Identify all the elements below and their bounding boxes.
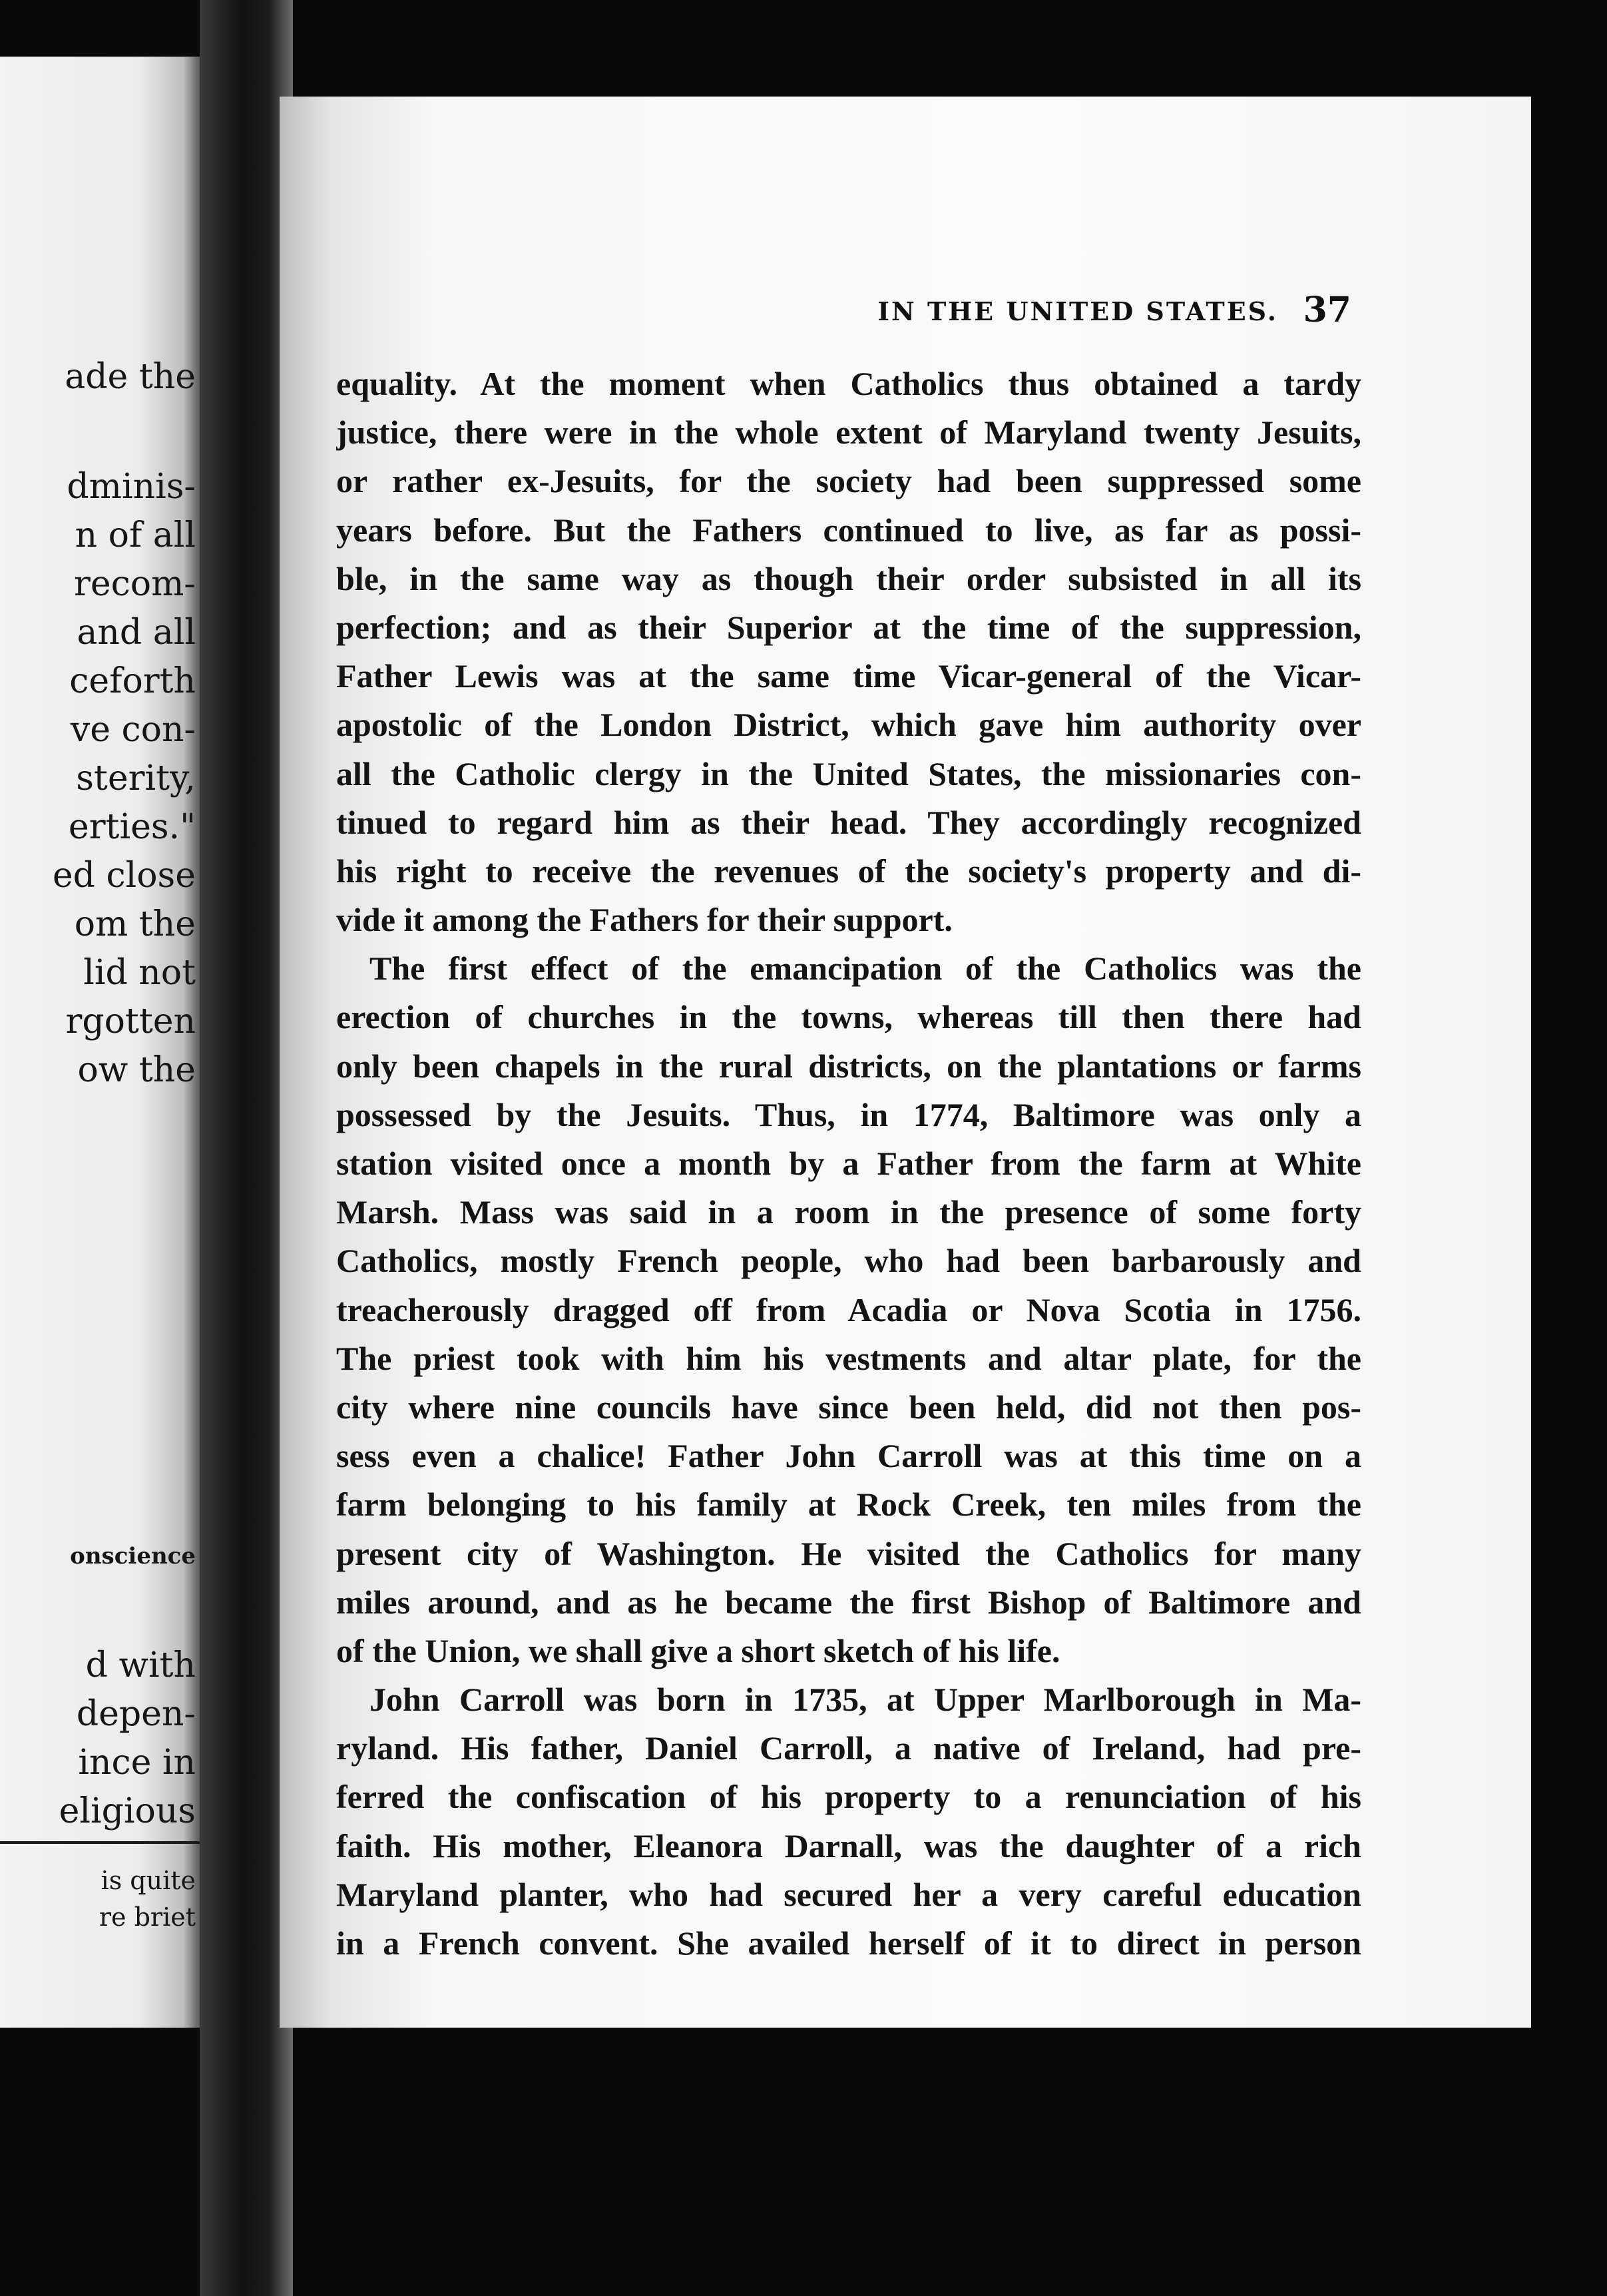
text-line: faith. His mother, Eleanora Darnall, was the daughter of a rich (336, 1827, 1361, 1865)
book-page (280, 97, 1531, 2028)
left-page-line: ve con- (70, 710, 196, 750)
paragraph-end-line: vide it among the Fathers for their support. (336, 901, 953, 939)
text-line: sess even a chalice! Father John Carroll was at this time on a (336, 1437, 1361, 1475)
text-line: years before. But the Fathers continued to live, as far as possi- (336, 511, 1361, 549)
left-page-line: ow the (77, 1050, 196, 1090)
text-line: Marsh. Mass was said in a room in the presence of some forty (336, 1193, 1361, 1231)
text-line: his right to receive the revenues of the society's property and di- (336, 852, 1361, 890)
paragraph-start-line: John Carroll was born in 1735, at Upper Marlborough in Ma- (369, 1681, 1361, 1719)
paragraph-start-line: The first effect of the emancipation of the Catholics was the (369, 950, 1361, 988)
left-page-line: ceforth (69, 661, 196, 701)
left-page-line: n of all (75, 515, 196, 555)
left-page-line: rgotten (65, 1002, 196, 1041)
text-line: miles around, and as he became the first Bishop of Baltimore and (336, 1583, 1361, 1621)
text-line: or rather ex-Jesuits, for the society had been suppressed some (336, 462, 1361, 500)
left-page-line: lid not (83, 953, 196, 993)
text-line: Maryland planter, who had secured her a very careful education (336, 1875, 1361, 1913)
book-gutter-shadow (200, 0, 293, 2296)
page-body-text (336, 360, 1361, 1968)
page-number: 37 (1303, 290, 1351, 330)
text-line: present city of Washington. He visited the Catholics for many (336, 1534, 1361, 1572)
text-line: farm belonging to his family at Rock Creek, ten miles from the (336, 1486, 1361, 1524)
left-page-line: dminis- (67, 467, 196, 507)
left-page-note-line: is quite (101, 1866, 196, 1895)
text-line: in a French convent. She availed herself of it to direct in person (336, 1924, 1361, 1962)
text-line: station visited once a month by a Father from the farm at White (336, 1145, 1361, 1182)
text-line: justice, there were in the whole extent of Maryland twenty Jesuits, (336, 414, 1361, 451)
text-line: The priest took with him his vestments and altar plate, for the (336, 1339, 1361, 1377)
left-page-line: d with (85, 1645, 196, 1685)
left-page-line: ed close (52, 856, 196, 896)
text-line: Father Lewis was at the same time Vicar-general of the Vicar- (336, 657, 1361, 695)
paragraph-end-line: of the Union, we shall give a short sketch of his life. (336, 1631, 1060, 1669)
text-line: possessed by the Jesuits. Thus, in 1774, Baltimore was only a (336, 1095, 1361, 1133)
text-line: erection of churches in the towns, whereas till then there had (336, 998, 1361, 1036)
left-page-line: ince in (78, 1743, 196, 1783)
text-line: perfection; and as their Superior at the time of the suppression, (336, 608, 1361, 646)
text-line: ryland. His father, Daniel Carroll, a native of Ireland, had pre- (336, 1729, 1361, 1767)
left-page-line: eligious (59, 1791, 196, 1831)
left-page-line: recom- (74, 564, 196, 604)
text-line: equality. At the moment when Catholics thus obtained a tardy (336, 365, 1361, 402)
text-line: ble, in the same way as though their order subsisted in all its (336, 559, 1361, 597)
text-line: city where nine councils have since been held, did not then pos- (336, 1388, 1361, 1426)
text-line: ferred the confiscation of his property to a renunciation of his (336, 1778, 1361, 1816)
left-facing-page (0, 57, 200, 2028)
left-page-line: ade the (65, 357, 196, 397)
left-page-note-line: re briet (99, 1902, 196, 1932)
left-page-line: depen- (76, 1694, 196, 1734)
left-page-line: and all (77, 613, 196, 653)
text-line: Catholics, mostly French people, who had been barbarously and (336, 1242, 1361, 1280)
text-line: only been chapels in the rural districts, on the plantations or farms (336, 1047, 1361, 1085)
left-page-line: sterity, (76, 758, 196, 798)
text-line: treacherously dragged off from Acadia or Nova Scotia in 1756. (336, 1291, 1361, 1328)
footnote-rule (0, 1841, 200, 1844)
text-line: all the Catholic clergy in the United States, the missionaries con- (336, 754, 1361, 792)
text-line: apostolic of the London District, which gave him authority over (336, 706, 1361, 744)
left-page-line: om the (74, 904, 196, 944)
running-head: IN THE UNITED STATES. (877, 296, 1278, 326)
left-page-line: erties." (68, 807, 196, 847)
text-line: tinued to regard him as their head. They accordingly recognized (336, 803, 1361, 841)
left-page-footnote-label: onscience (70, 1543, 196, 1570)
